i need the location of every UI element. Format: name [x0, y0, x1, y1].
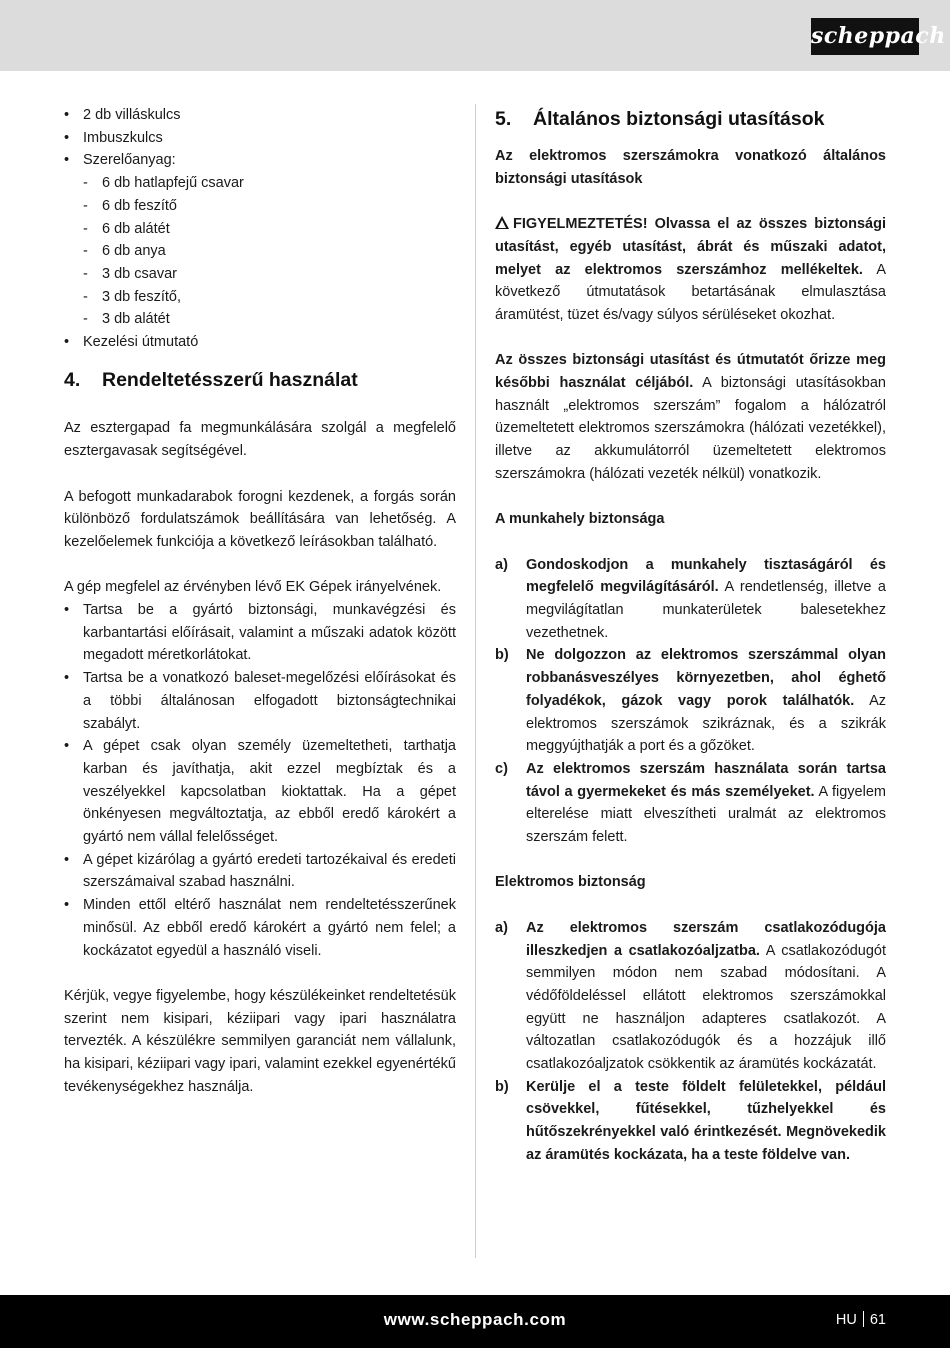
- item-marker: c): [495, 760, 508, 777]
- bullet-item: • Tartsa be a gyártó biztonsági, munkavégzési és karbantartási előírásait, valamint a műszaki adatok között megadott méretkorlátokat.: [64, 599, 456, 667]
- keep-instructions-bold: Az összes biztonsági utasítást és útmutatót őrizze meg későbbi használat céljából.: [495, 352, 886, 391]
- section-5-heading: [495, 104, 886, 134]
- section-number: 4.: [64, 368, 81, 391]
- section-title: Rendeltetésszerű használat: [102, 368, 358, 391]
- workplace-item: [495, 554, 886, 645]
- item-marker: a): [495, 556, 508, 573]
- item-bold-text: Az elektromos szerszám használata során tartsa távol a gyermekeket és más személyeket.: [526, 760, 886, 800]
- keep-instructions-text: A biztonsági utasításokban használt „elektromos szerszám” fogalom a hálózatról üzemeltetett elektromos szerszámokra (hálózati vezetékkel), illetve az akkumulátorról üzemeltetett elektromos szerszámokra (hálózati vezeték nélkül) vonatkozik.: [495, 375, 886, 482]
- list-item: • 2 db villáskulcs: [64, 104, 456, 127]
- bullet-item: • A gépet csak olyan személy üzemeltetheti, tarthatja karban és javíthatja, akit ezzel megbíztak és a veszélyekkel kapcsolatban kioktattak. Ha a gépet önkényesen megváltoztatja, az ebből eredő károkért a gyártó nem vállal felelősséget.: [64, 735, 456, 849]
- section-4-heading: [64, 365, 456, 395]
- section-number: 5.: [495, 108, 512, 130]
- page-number: 61: [869, 1312, 886, 1328]
- website-link[interactable]: www.scheppach.com: [383, 1310, 567, 1329]
- header-bar: [0, 0, 950, 71]
- workplace-title: A munkahely biztonsága: [495, 511, 665, 528]
- bullet-item: • Tartsa be a vonatkozó baleset-megelőzési előírásokat és a többi általánosan elfogadott biztonságtechnikai szabályt.: [64, 667, 456, 735]
- footer-bar: [0, 1295, 950, 1348]
- column-divider: [475, 104, 476, 1258]
- paragraph: Az esztergapad fa megmunkálására szolgál a megfelelő esztergavasak segítségével.: [64, 420, 456, 460]
- left-column: [64, 104, 456, 1098]
- subtitle: Az elektromos szerszámokra vonatkozó általános biztonsági utasítások: [495, 148, 886, 187]
- paragraph: A gép megfelel az érvényben lévő EK Gépek irányelvének.: [64, 579, 442, 596]
- scheppach-logo: scheppach: [811, 18, 919, 55]
- sub-list-item: - 6 db feszítő: [64, 195, 456, 218]
- warning-triangle-icon: [495, 216, 509, 229]
- language-code: HU: [835, 1312, 857, 1328]
- section-title: Általános biztonsági utasítások: [533, 108, 825, 130]
- sub-list-item: - 6 db anya: [64, 240, 456, 263]
- bullet-item: • A gépet kizárólag a gyártó eredeti tartozékaival és eredeti szerszámaival szabad használni.: [64, 849, 456, 894]
- warning-bold-text: FIGYELMEZTETÉS! Olvassa el az összes biztonsági utasítást, egyéb utasítást, ábrát és műszaki adatot, melyet az elektromos szerszámhoz mellékeltek.: [495, 216, 886, 278]
- warning-text: A következő útmutatások betartásának elmulasztása áramütést, tüzet és/vagy súlyos sérüléseket okozhat.: [495, 261, 886, 323]
- item-bold-text: Ne dolgozzon az elektromos szerszámmal olyan robbanásveszélyes környezetben, ahol éghető folyadékok, gázok vagy porok találhatók.: [526, 647, 886, 709]
- paragraph: A befogott munkadarabok forogni kezdenek, a forgás során különböző fordulatszámok beállítására van lehetőség. A kezelőelemek funkciója a következő leírásokban található.: [64, 488, 456, 550]
- sub-list-item: - 3 db alátét: [64, 308, 456, 331]
- right-column: [495, 104, 886, 1167]
- sub-list-item: - 6 db alátét: [64, 218, 456, 241]
- list-item: • Szerelőanyag:: [64, 149, 456, 172]
- electric-item: [495, 917, 886, 1076]
- workplace-item: [495, 644, 886, 758]
- item-marker: a): [495, 919, 508, 936]
- electric-item: [495, 1076, 886, 1167]
- page-indicator: [836, 1311, 886, 1328]
- workplace-item: [495, 758, 886, 849]
- item-bold-text: Az elektromos szerszám csatlakozódugója illeszkedjen a csatlakozóaljzatba.: [526, 919, 886, 959]
- electric-title: Elektromos biztonság: [495, 874, 646, 891]
- sub-list-item: - 3 db csavar: [64, 263, 456, 286]
- item-text: A csatlakozódugót semmilyen módon nem szabad módosítani. A védőföldeléssel ellátott elektromos szerszámokkal együtt ne használjon adapteres csatlakozót. A változatlan csatlakozódugók és a hozzájuk illő csatlakozóaljzatok csökkentik az áramütés kockázatát.: [526, 942, 886, 1073]
- item-marker: b): [495, 1078, 509, 1095]
- paragraph: Kérjük, vegye figyelembe, hogy készülékeinket rendeltetésük szerint nem kisipari, kéziipari vagy ipari használatra tervezték. A készülékre semmilyen garanciát nem vállalunk, ha kisipari, kéziipari vagy ipari, valamint ezekkel egyenértékű tevékenységekhez használja.: [64, 987, 456, 1095]
- item-bold-text: Gondoskodjon a munkahely tisztaságáról és megfelelő megvilágításáról.: [526, 556, 886, 596]
- sub-list-item: - 3 db feszítő,: [64, 286, 456, 309]
- item-text: Az elektromos szerszámok szikráznak, és a szikrák meggyújthatják a port és a gőzöket.: [526, 692, 886, 755]
- item-marker: b): [495, 647, 509, 664]
- item-text: A figyelem elterelése miatt elveszítheti uralmát az elektromos szerszám felett.: [526, 783, 886, 846]
- bullet-item: • Minden ettől eltérő használat nem rendeltetésszerűnek minősül. Az ebből eredő károkért a gyártó nem felel; a kockázatot egyedül a használó viseli.: [64, 894, 456, 962]
- item-bold-text: Kerülje el a teste földelt felületekkel, például csövekkel, fűtésekkel, tűzhelyekkel és hűtőszekrényekkel való érintkezését. Megnövekedik az áramütés kockázata, ha a teste földelve van.: [526, 1078, 886, 1163]
- list-item: • Kezelési útmutató: [64, 331, 456, 354]
- sub-list-item: - 6 db hatlapfejű csavar: [64, 172, 456, 195]
- list-item: • Imbuszkulcs: [64, 127, 456, 150]
- item-text: A rendetlenség, illetve a megvilágítatlan munkaterületek balesetekhez vezethetnek.: [526, 579, 886, 641]
